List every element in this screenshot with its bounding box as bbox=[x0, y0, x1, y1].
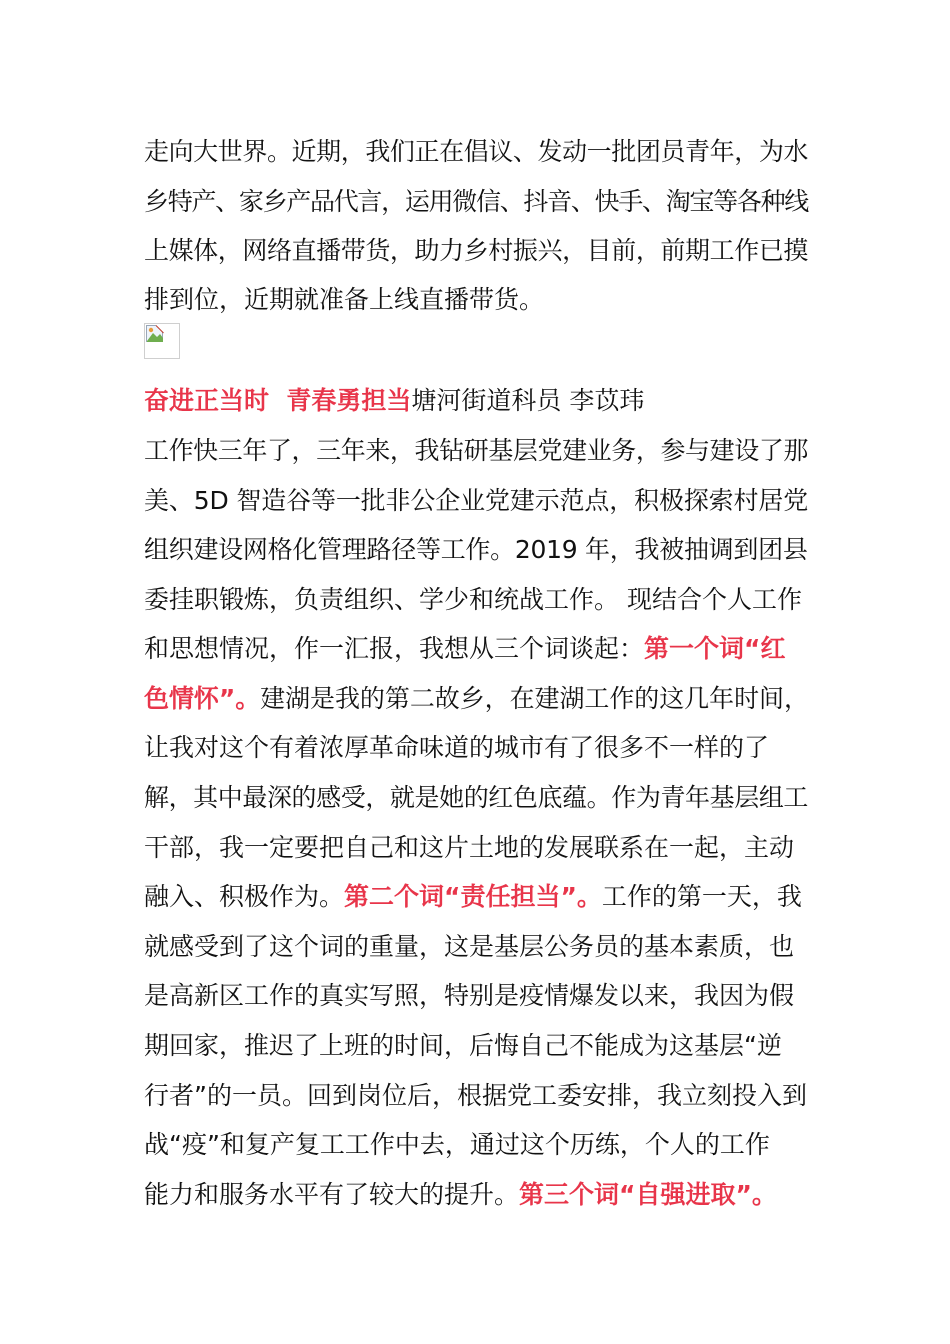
keyword-three: 第三个词“自强进取”。 bbox=[519, 1180, 777, 1209]
paragraph-line bbox=[144, 632, 808, 666]
paragraph-line bbox=[144, 880, 808, 914]
paragraph-line: 工作快三年了，三年来，我钻研基层党建业务，参与建设了那 bbox=[144, 436, 809, 465]
line-text: 建湖是我的第二故乡，在建湖工作的这几年时间， bbox=[260, 684, 809, 713]
paragraph-line: 美、5D 智造谷等一批非公企业党建示范点，积极探索村居党 bbox=[144, 486, 809, 515]
paragraph-line: 走向大世界。近期，我们正在倡议、发动一批团员青年，为水 bbox=[144, 137, 809, 166]
paragraph-line: 就感受到了这个词的重量，这是基层公务员的基本素质，也 bbox=[144, 932, 795, 961]
paragraph-line: 上媒体，网络直播带货，助力乡村振兴，目前，前期工作已摸 bbox=[144, 236, 809, 265]
heading-author: 塘河街道科员 李苡玮 bbox=[411, 386, 645, 415]
line-text: 融入、积极作为。 bbox=[144, 882, 345, 911]
paragraph-line: 行者”的一员。回到岗位后，根据党工委安排，我立刻投入到 bbox=[144, 1081, 807, 1110]
paragraph-line bbox=[144, 682, 808, 716]
section-heading bbox=[144, 384, 808, 418]
line-text: 能力和服务水平有了较大的提升。 bbox=[144, 1180, 520, 1209]
keyword-one-end: 色情怀”。 bbox=[144, 684, 261, 713]
paragraph-line: 乡特产、家乡产品代言，运用微信、抖音、快手、淘宝等各种线 bbox=[144, 187, 809, 216]
paragraph-line: 排到位，近期就准备上线直播带货。 bbox=[144, 285, 545, 314]
paragraph-line: 委挂职锻炼，负责组织、学少和统战工作。 现结合个人工作 bbox=[144, 585, 802, 614]
keyword-one: 第一个词“红 bbox=[644, 634, 786, 663]
line-text: 和思想情况，作一汇报，我想从三个词谈起： bbox=[144, 634, 645, 663]
paragraph-line: 干部，我一定要把自己和这片土地的发展联系在一起，主动 bbox=[144, 833, 795, 862]
paragraph-line: 是高新区工作的真实写照，特别是疫情爆发以来，我因为假 bbox=[144, 981, 795, 1010]
paragraph-line: 组织建设网格化管理路径等工作。2019 年，我被抽调到团县 bbox=[144, 535, 808, 564]
line-text: 工作的第一天，我 bbox=[601, 882, 802, 911]
heading-title: 奋进正当时 青春勇担当 bbox=[144, 386, 412, 415]
paragraph-line bbox=[144, 1178, 808, 1212]
keyword-two: 第二个词“责任担当”。 bbox=[344, 882, 602, 911]
paragraph-line: 战“疫”和复产复工工作中去，通过这个历练，个人的工作 bbox=[144, 1130, 770, 1159]
paragraph-line: 期回家，推迟了上班的时间，后悔自己不能成为这基层“逆 bbox=[144, 1031, 782, 1060]
paragraph-line: 让我对这个有着浓厚革命味道的城市有了很多不一样的了 bbox=[144, 733, 770, 762]
broken-image-icon bbox=[144, 323, 180, 359]
paragraph-line: 解，其中最深的感受，就是她的红色底蕴。作为青年基层组工 bbox=[144, 783, 809, 812]
